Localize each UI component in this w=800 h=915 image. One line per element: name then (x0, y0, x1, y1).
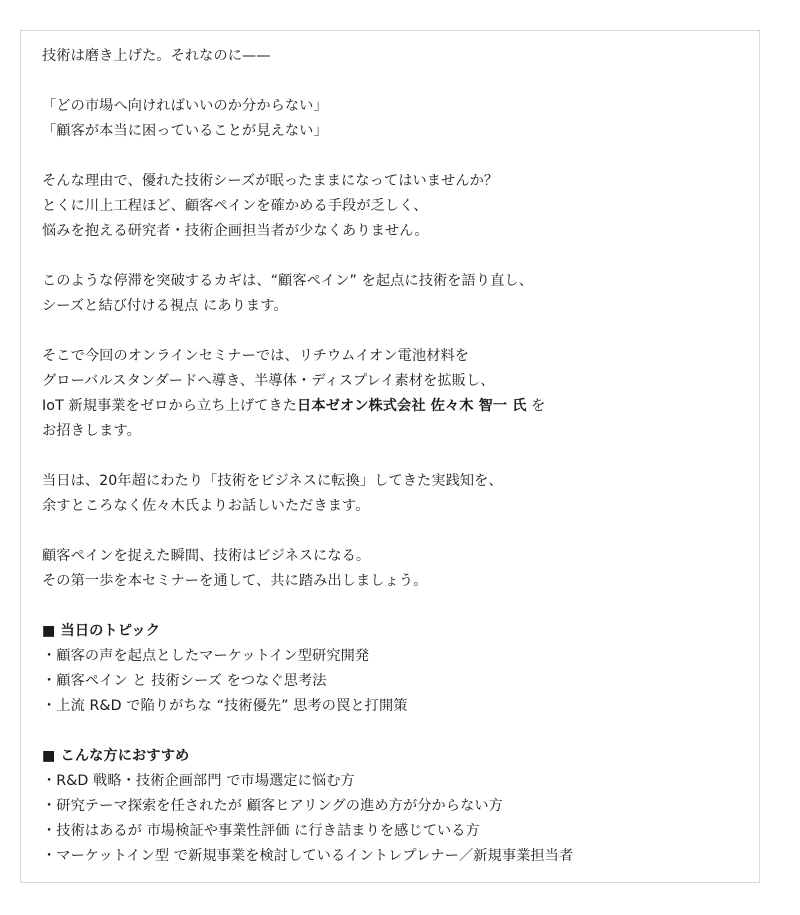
speaker-line: そこで今回のオンラインセミナーでは、リチウムイオン電池材料を (42, 348, 470, 364)
speaker-line (42, 394, 749, 419)
topic-item: ・顧客の声を起点としたマーケットイン型研究開発 (42, 648, 370, 664)
audience-item: ・研究テーマ探索を任されたが 顧客ヒアリングの進め方が分からない方 (42, 798, 503, 814)
spacer (42, 519, 749, 544)
topics-heading: ■ 当日のトピック (42, 623, 160, 639)
intro-quote: 「どの市場へ向ければいいのか分からない」 (42, 98, 328, 114)
intro-lead: 技術は磨き上げた。それなのに—— (42, 48, 271, 64)
spacer (42, 244, 749, 269)
speaker-intro-text: IoT 新規事業をゼロから立ち上げてきた (42, 398, 298, 414)
problem-line: とくに川上工程ほど、顧客ペインを確かめる手段が乏しく、 (42, 198, 428, 214)
speaker-name: 日本ゼオン株式会社 佐々木 智一 氏 (297, 398, 527, 414)
problem-line: 悩みを抱える研究者・技術企画担当者が少なくありません。 (42, 223, 429, 239)
closing-line: その第一歩を本セミナーを通して、共に踏み出しましょう。 (42, 573, 428, 589)
spacer (42, 444, 749, 469)
speaker-suffix-text: を (526, 398, 546, 414)
intro-quote: 「顧客が本当に困っていることが見えない」 (42, 123, 328, 139)
key-line: シーズと結び付ける視点 にあります。 (42, 298, 288, 314)
topic-item: ・顧客ペイン と 技術シーズ をつなぐ思考法 (42, 673, 327, 689)
spacer (42, 719, 749, 744)
day-line: 余すところなく佐々木氏よりお話しいただきます。 (42, 498, 370, 514)
audience-item: ・マーケットイン型 で新規事業を検討しているイントレプレナー／新規事業担当者 (42, 848, 574, 864)
audience-heading: ■ こんな方におすすめ (42, 748, 190, 764)
spacer (42, 594, 749, 619)
spacer (42, 144, 749, 169)
speaker-line: お招きします。 (42, 423, 141, 439)
spacer (42, 319, 749, 344)
key-line: このような停滞を突破するカギは、“顧客ペイン” を起点に技術を語り直し、 (42, 273, 533, 289)
seminar-description-text (42, 44, 749, 869)
spacer (42, 69, 749, 94)
problem-line: そんな理由で、優れた技術シーズが眠ったままになってはいませんか？ (42, 173, 499, 189)
topic-item: ・上流 R&D で陥りがちな “技術優先” 思考の罠と打開策 (42, 698, 408, 714)
audience-item: ・R&D 戦略・技術企画部門 で市場選定に悩む方 (42, 773, 355, 789)
seminar-description-card (20, 30, 760, 883)
speaker-line: グローバルスタンダードへ導き、半導体・ディスプレイ素材を拡販し、 (42, 373, 495, 389)
audience-item: ・技術はあるが 市場検証や事業性評価 に行き詰まりを感じている方 (42, 823, 480, 839)
day-line: 当日は、20年超にわたり「技術をビジネスに転換」してきた実践知を、 (42, 473, 503, 489)
closing-line: 顧客ペインを捉えた瞬間、技術はビジネスになる。 (42, 548, 371, 564)
